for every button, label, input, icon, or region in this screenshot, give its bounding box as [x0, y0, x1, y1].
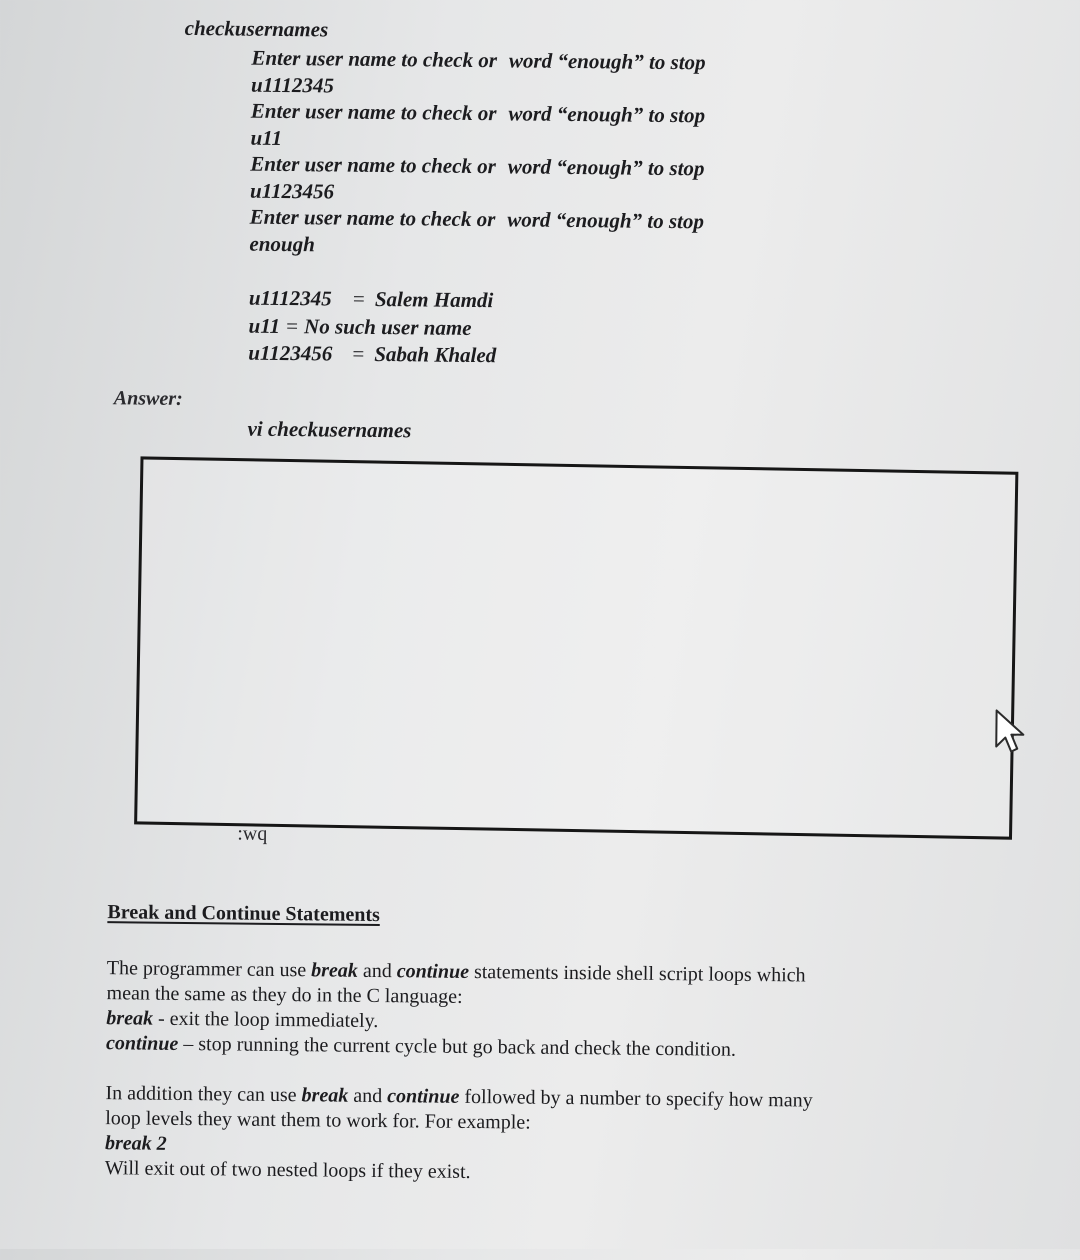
paragraph-break-continue: The programmer can use break and continue statements inside shell script loops which mean the same as they do in the C language: break - exit the loop immediately. continue – stop running the current cycle but go back and check the condition.	[105, 957, 806, 1061]
session-input-line: u1123456	[249, 178, 335, 204]
session-input-line: u1112345	[251, 72, 335, 98]
terminal-session	[249, 45, 705, 262]
session-input-line: enough	[249, 231, 315, 256]
answer-box[interactable]	[134, 456, 1018, 839]
session-prompt-line: Enter user name to check or word “enough” to stop	[250, 151, 705, 181]
session-prompt-line: Enter user name to check or word “enough” to stop	[250, 98, 706, 128]
session-input-line: u11	[250, 125, 283, 150]
result-row: u1123456 = Sabah Khaled	[248, 340, 497, 368]
session-prompt-line: Enter user name to check or word “enough” to stop	[251, 45, 706, 75]
answer-label: Answer:	[113, 387, 183, 410]
session-prompt-line: Enter user name to check or word “enough” to stop	[249, 204, 705, 234]
script-name-title: checkusernames	[184, 15, 329, 42]
vi-command: vi checkusernames	[247, 416, 412, 443]
results-list	[248, 285, 497, 370]
result-row: u11 = No such user name	[248, 313, 472, 340]
save-command: :wq	[237, 822, 268, 845]
result-row: u1112345 = Salem Hamdi	[248, 285, 494, 313]
section-heading: Break and Continue Statements	[107, 901, 380, 927]
mouse-pointer-icon	[992, 706, 1029, 756]
paragraph-nested-loops: In addition they can use break and continue followed by a number to specify how many loop levels they want them to work for. For example: break 2 Will exit out of two nested loops if they exist.	[104, 1082, 813, 1183]
